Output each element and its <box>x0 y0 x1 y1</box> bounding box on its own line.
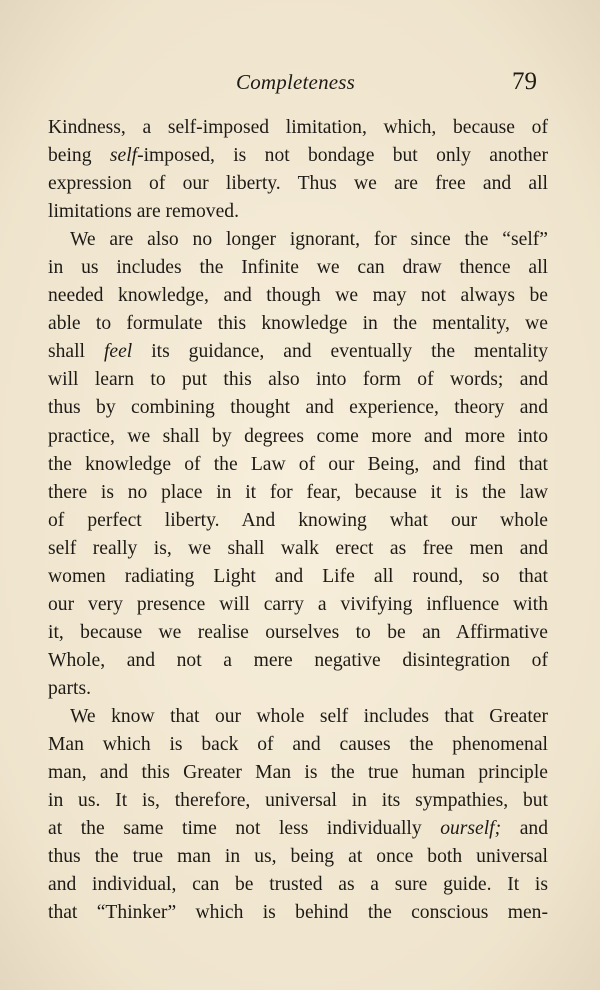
text-line: shall feel its guidance, and eventually the mentality <box>48 341 548 363</box>
text-line: in us. It is, therefore, universal in its sympathies, but <box>48 790 548 812</box>
emphasis: self <box>109 145 138 167</box>
text-line: in us includes the Infinite we can draw thence all <box>48 257 548 279</box>
text-line: We are also no longer ignorant, for since the “self” <box>70 229 548 251</box>
running-head <box>0 70 600 100</box>
text-line: needed knowledge, and though we may not always be <box>48 285 548 307</box>
text-line: parts. <box>48 677 91 699</box>
text-line: that “Thinker” which is behind the conscious men- <box>48 902 548 924</box>
text-line: thus by combining thought and experience, theory and <box>48 397 548 419</box>
text-line: being self-imposed, is not bondage but only another <box>48 145 548 167</box>
text-line: Whole, and not a mere negative disintegration of <box>48 649 548 671</box>
text-line: will learn to put this also into form of words; and <box>48 369 548 391</box>
page-number: 79 <box>512 68 537 95</box>
text-line: and individual, can be trusted as a sure guide. It is <box>48 874 548 896</box>
emphasis: ourself; <box>440 818 502 840</box>
text-line: expression of our liberty. Thus we are free and all <box>48 173 548 195</box>
running-title: Completeness <box>236 70 356 94</box>
text-line: it, because we realise ourselves to be an Affirmative <box>48 621 548 643</box>
text-line: at the same time not less individually ourself; and <box>48 818 548 840</box>
text-line: Man which is back of and causes the phenomenal <box>48 734 548 756</box>
body-text <box>48 114 548 927</box>
text-line: of perfect liberty. And knowing what our whole <box>48 509 548 531</box>
text-line: man, and this Greater Man is the true human principle <box>48 762 548 784</box>
text-line: thus the true man in us, being at once both universal <box>48 846 548 868</box>
text-line: We know that our whole self includes that Greater <box>70 705 548 727</box>
text-line: practice, we shall by degrees come more and more into <box>48 425 548 447</box>
text-line: self really is, we shall walk erect as free men and <box>48 537 548 559</box>
text-line: there is no place in it for fear, because it is the law <box>48 481 548 503</box>
text-line: the knowledge of the Law of our Being, and find that <box>48 453 548 475</box>
text-line: Kindness, a self-imposed limitation, which, because of <box>48 117 548 138</box>
emphasis: feel <box>103 341 133 363</box>
text-line: our very presence will carry a vivifying influence with <box>48 593 548 615</box>
text-line: women radiating Light and Life all round, so that <box>48 565 548 587</box>
text-line: able to formulate this knowledge in the mentality, we <box>48 313 548 335</box>
text-line: limitations are removed. <box>48 201 239 223</box>
